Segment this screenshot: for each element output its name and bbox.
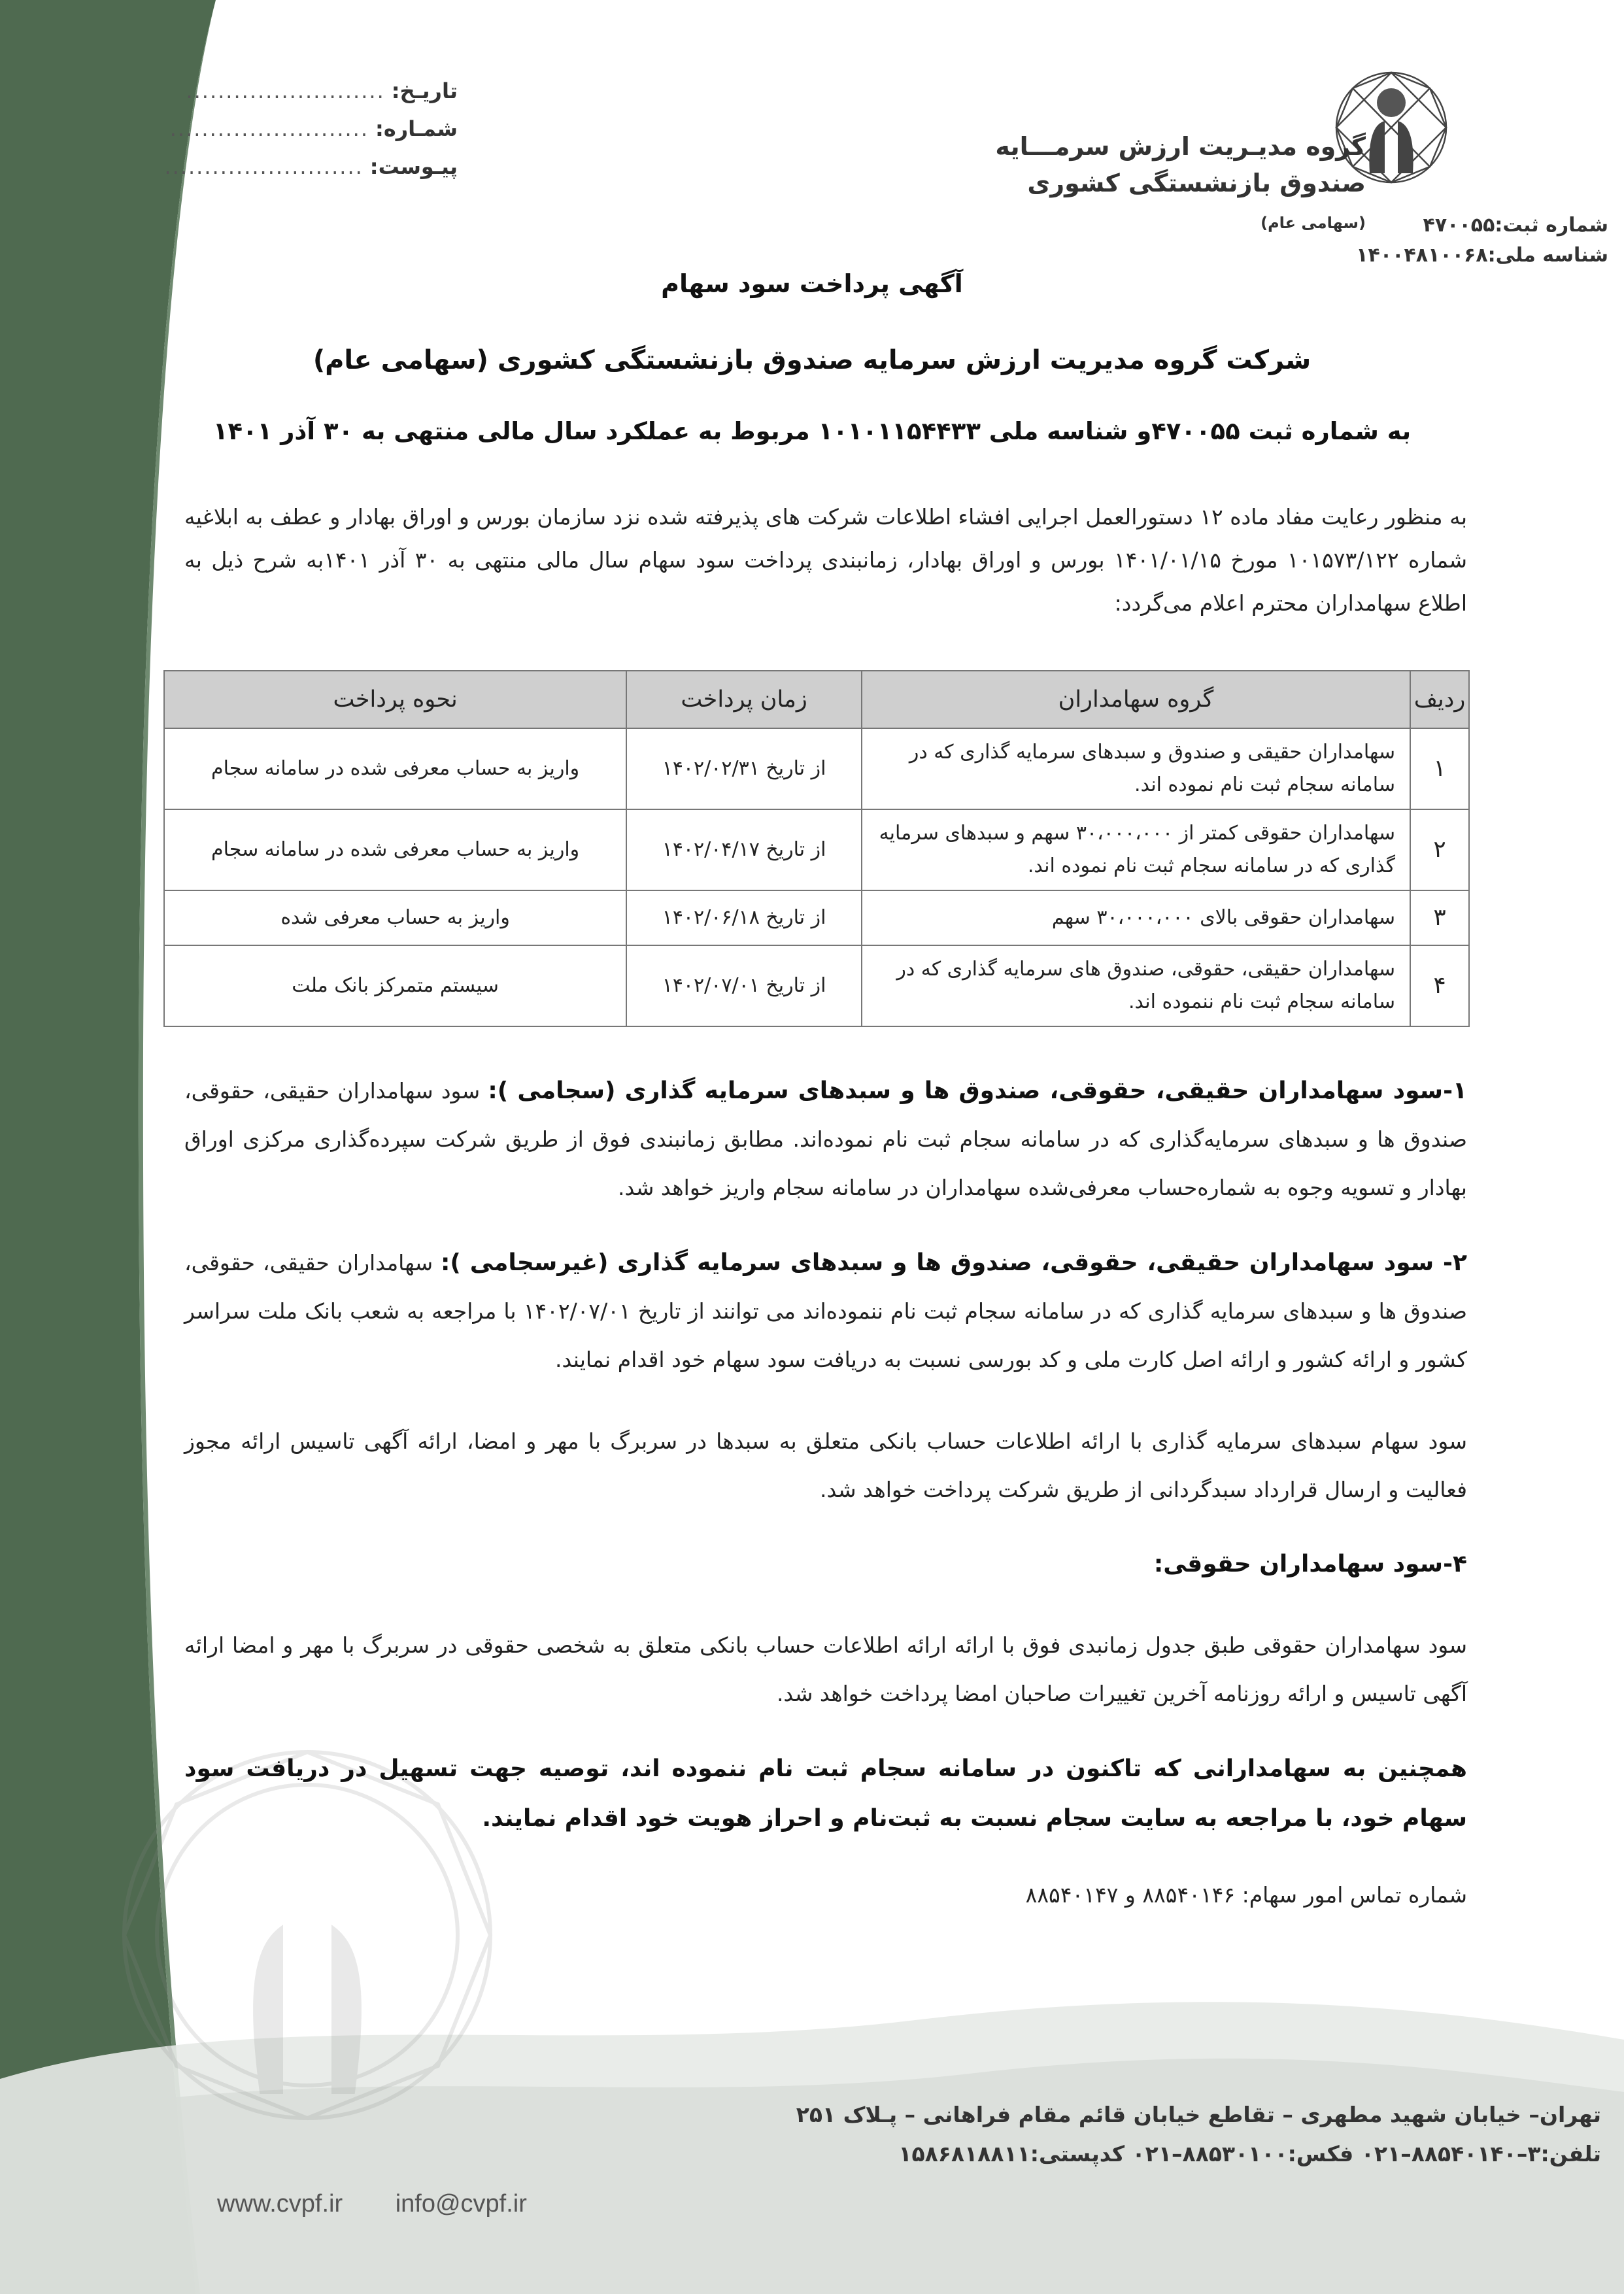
footer-address-block (796, 2095, 1601, 2174)
recommendation-text: همچنین به سهامدارانی که تاکنون در سامانه سجام ثبت نام ننموده اند، توصیه جهت تسهیل در دریافت سود سهام خود، با مراجعه به سایت سجام نسبت به ثبت‌نام و احراز هویت خود اقدام نمایند. (184, 1755, 1467, 1832)
meta-date-row (186, 72, 458, 110)
row-number: ۱ (1410, 728, 1469, 809)
section-heading: ۱-سود سهامداران حقیقی، حقوقی، صندوق ها و سبدهای سرمایه گذاری (سجامی ): (488, 1077, 1467, 1104)
meta-value: ......................... (164, 154, 364, 179)
section-heading: ۲- سود سهامداران حقیقی، حقوقی، صندوق ها و سبدهای سرمایه گذاری (غیرسجامی ): (440, 1249, 1467, 1276)
column-header: ردیف (1410, 671, 1469, 728)
email-link[interactable]: info@cvpf.ir (395, 2190, 527, 2218)
company-header (973, 128, 1366, 241)
payment-time: از تاریخ ۱۴۰۲/۰۷/۰۱ (626, 945, 862, 1026)
section-body: سود سهامداران حقیقی، حقوقی، صندوق ها و سبدهای سرمایه‌گذاری که در سامانه سجام ثبت نام نموده‌اند. مطابق زمانبندی فوق از طریق شرکت سپرده‌گذاری مرکزی اوراق بهادار و تسویه وجوه به شماره‌حساب معرفی‌شده سهامداران در سامانه سجام واریز خواهد شد. (184, 1078, 1467, 1200)
section-body: سود سهام سبدهای سرمایه گذاری با ارائه اطلاعات حساب بانکی متعلق به سبدها در سربرگ با مهر و امضا، ارائه آگهی تاسیس ارائه مجوز فعالیت و ارسال قرارداد سبدگردانی از طریق شرکت پرداخت خواهد شد. (184, 1428, 1467, 1502)
shareholder-group: سهامداران حقیقی، حقوقی، صندوق های سرمایه گذاری که در سامانه سجام ثبت نام ننموده اند. (862, 945, 1410, 1026)
meta-label: پیـوست: (369, 154, 458, 179)
meta-label: تاریـخ: (391, 78, 458, 103)
section-body: سود سهامداران حقوقی طبق جدول زمانبدی فوق با ارائه ارائه اطلاعات حساب بانکی متعلق به شخصی حقوقی در سربرگ با مهر و امضا ارائه آگهی تاسیس و ارائه روزنامه آخرین تغییرات صاحبان امضا پرداخت خواهد شد. (184, 1632, 1467, 1706)
payment-time: از تاریخ ۱۴۰۲/۰۲/۳۱ (626, 728, 862, 809)
company-name-line1: گروه مدیـریت ارزش سرمـــایه (995, 132, 1366, 161)
footer-web (217, 2190, 573, 2218)
payment-method: سیستم متمرکز بانک ملت (164, 945, 626, 1026)
column-header: زمان پرداخت (626, 671, 862, 728)
table-row (164, 945, 1469, 1026)
row-number: ۲ (1410, 809, 1469, 890)
registration-info (1356, 211, 1608, 271)
payment-method: واریز به حساب معرفی شده (164, 890, 626, 945)
section-legal-heading (184, 1543, 1467, 1586)
contact-line: شماره تماس امور سهام: ۸۸۵۴۰۱۴۶ و ۸۸۵۴۰۱۴۷ (1025, 1882, 1467, 1908)
company-type: (سهامی عام) (1260, 214, 1366, 232)
row-number: ۴ (1410, 945, 1469, 1026)
meta-number-row (169, 110, 458, 148)
section-heading: ۴-سود سهامداران حقوقی: (1153, 1551, 1467, 1577)
shareholder-group: سهامداران حقیقی و صندوق و سبدهای سرمایه گذاری که در سامانه سجام ثبت نام نموده اند. (862, 728, 1410, 809)
company-name-line2 (973, 165, 1366, 241)
registration-number: شماره ثبت:۴۷۰۰۵۵ (1423, 214, 1608, 237)
table-row (164, 809, 1469, 890)
company-full-name: شرکت گروه مدیریت ارزش سرمایه صندوق بازنشستگی کشوری (سهامی عام) (313, 345, 1311, 375)
shareholder-group: سهامداران حقوقی کمتر از ۳۰،۰۰۰،۰۰۰ سهم و سبدهای سرمایه گذاری که در سامانه سجام ثبت نام نموده اند. (862, 809, 1410, 890)
table-header-row (164, 671, 1469, 728)
table-row (164, 890, 1469, 945)
section-sajami (184, 1067, 1467, 1212)
payment-schedule-table (163, 670, 1470, 1027)
payment-method: واریز به حساب معرفی شده در سامانه سجام (164, 809, 626, 890)
section-body: سهامداران حقیقی، حقوقی، صندوق ها و سبدهای سرمایه گذاری که در سامانه سجام ثبت نام ننموده‌اند می توانند از تاریخ ۱۴۰۲/۰۷/۰۱ با مراجعه به شعب بانک ملت سراسر کشور و ارائه کشور و ارائه اصل کارت ملی و کد بورسی نسبت به دریافت سود سهام خود اقدام نمایند. (184, 1250, 1468, 1372)
table-row (164, 728, 1469, 809)
meta-value: ......................... (169, 116, 369, 141)
section-non-sajami (184, 1239, 1467, 1384)
meta-attachment-row (164, 148, 458, 186)
payment-time: از تاریخ ۱۴۰۲/۰۴/۱۷ (626, 809, 862, 890)
column-header: گروه سهامداران (862, 671, 1410, 728)
section-portfolio (184, 1417, 1467, 1514)
registration-subtitle: به شماره ثبت ۴۷۰۰۵۵و شناسه ملی ۱۰۱۰۱۱۵۴۴۳۳ مربوط به عملکرد سال مالی منتهی به ۳۰ آذر ۱۴۰۱ (212, 417, 1412, 445)
payment-method: واریز به حساب معرفی شده در سامانه سجام (164, 728, 626, 809)
section-recommendation (184, 1744, 1467, 1844)
national-id: شناسه ملی:۱۴۰۰۴۸۱۰۰۶۸ (1356, 244, 1608, 267)
letter-meta (164, 72, 458, 186)
meta-label: شمـاره: (375, 116, 458, 141)
shareholder-group: سهامداران حقوقی بالای ۳۰،۰۰۰،۰۰۰ سهم (862, 890, 1410, 945)
column-header: نحوه پرداخت (164, 671, 626, 728)
payment-time: از تاریخ ۱۴۰۲/۰۶/۱۸ (626, 890, 862, 945)
footer-phones: تلفن:۳–۸۸۵۴۰۱۴۰–۰۲۱ فکس:۸۸۵۳۰۱۰۰–۰۲۱ کدپستی:۱۵۸۶۸۱۸۸۱۱ (898, 2141, 1601, 2167)
website-link[interactable]: www.cvpf.ir (217, 2190, 343, 2218)
notice-title: آگهی پرداخت سود سهام (661, 269, 963, 298)
intro-paragraph: به منظور رعایت مفاد ماده ۱۲ دستورالعمل اجرایی افشاء اطلاعات شرکت های پذیرفته شده نزد سازمان بورس و اوراق بهادار و عطف به ابلاغیه شماره ۱۰۱۵۷۳/۱۲۲ مورخ ۱۴۰۱/۰۱/۱۵ بورس و اوراق بهادار، زمانبندی پرداخت سود سهام سال مالی منتهی به ۳۰ آذر ۱۴۰۱به شرح ذیل به اطلاع سهامداران محترم اعلام می‌گردد: (184, 504, 1468, 616)
footer-address: تهران– خیابان شهید مطهری – تقاطع خیابان قائم مقام فراهانی – پـلاک ۲۵۱ (796, 2102, 1601, 2127)
meta-value: ......................... (186, 78, 385, 103)
row-number: ۳ (1410, 890, 1469, 945)
company-name-text: صندوق بازنشستگی کشوری (1027, 169, 1366, 197)
section-legal-body (184, 1621, 1467, 1718)
